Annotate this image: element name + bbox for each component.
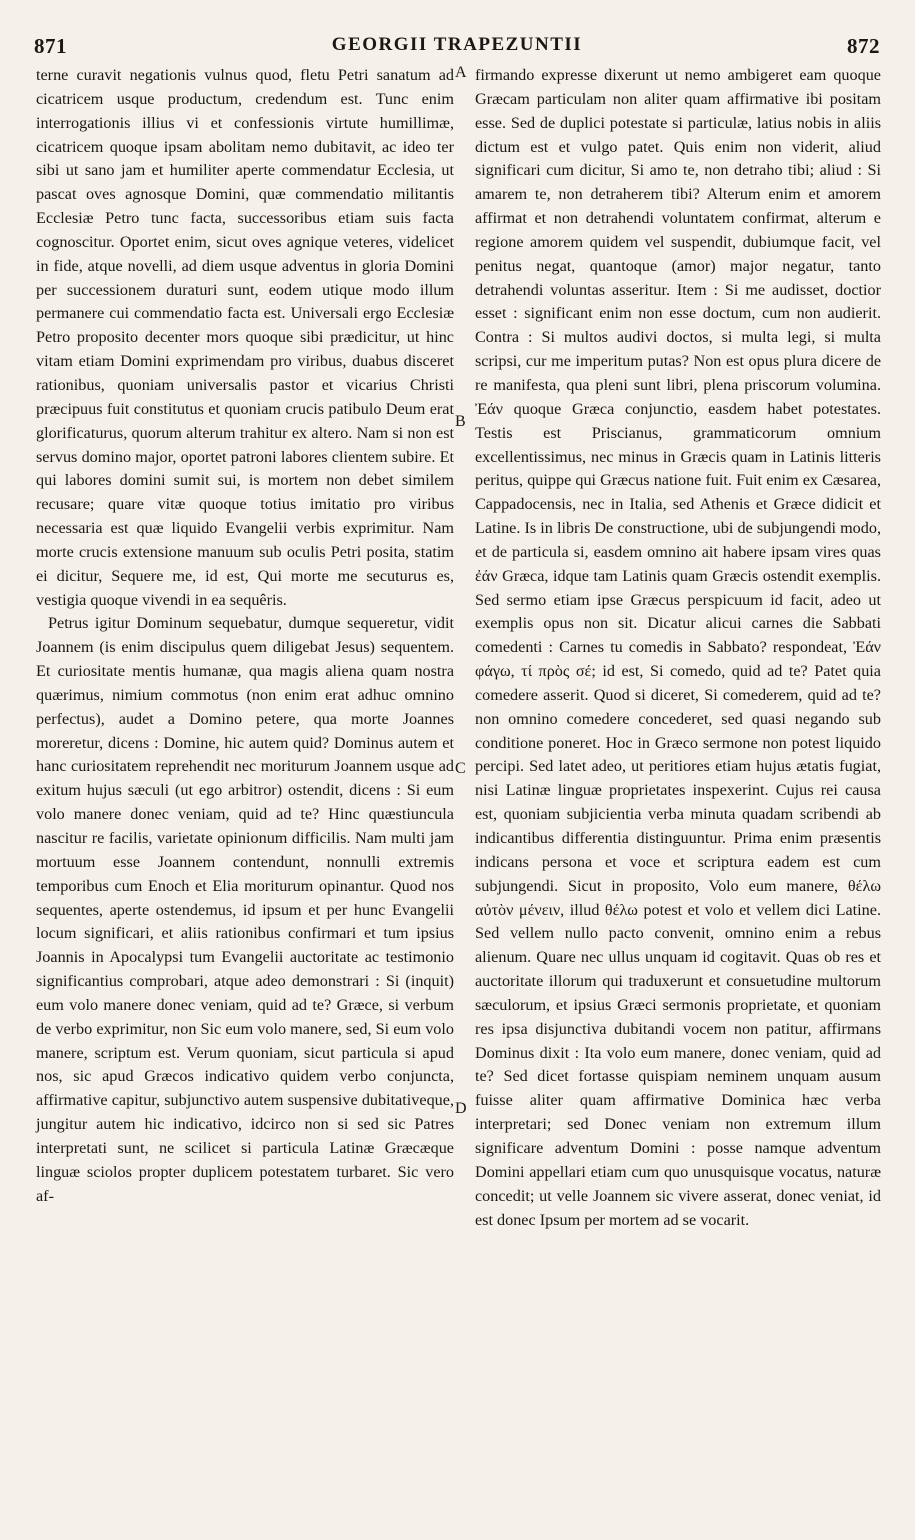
left-paragraph-2: Petrus igitur Dominum sequebatur, dumque sequeretur, vidit Joannem (is enim discipulus quem diligebat Jesus) sequentem. Et curiositate mentis humanæ, qua magis aliena quam nostra quærimus, nimium commotus (non enim erat adhuc omnino perfectus), audet a Domino petere, qua morte Joannes moreretur, dicens : Domine, hic autem quid? Dominus autem et hanc curiositatem reprehendit nec moriturum Joannem usque ad exitum hujus sæculi (ut ego arbitror) ostendit, dicens : Si eum volo manere donec veniam, quid ad te? Hinc quæstiuncula nascitur re facilis, varietate opinionum difficilis. Nam multi jam mortuum esse Joannem contendunt, nonnulli extremis temporibus cum Enoch et Elia moriturum opinantur. Quod nos sequentes, aperte ostendemus, id ipsum et per hunc Evangelii locum significari, et aliis rationibus confirmari et tum ipsius Joannis in Apocalypsi tum Evangelii auctoritate ac testimonio significantius comprobari, atque adeo demonstrari : Si (inquit) eum volo manere donec veniam, quid ad te? Græce, si verbum de verbo exprimitur, non Sic eum volo manere, sed, Si eum volo manere, scriptum est. Verum quoniam, sicut particula si apud nos, sic apud Græcos indicativo quidem verbo conjuncta, affirmative capitur, subjunctivo autem suspensive dubitativeque, jungitur autem hic indicativo, idcirco non si sed sic Patres interpretati sunt, ne scilicet si particula Latinæ Græcæque linguæ sciolos propter duplicem potestatem turbaret. Sic vero af- <box>36 614 454 1205</box>
right-page-number: 872 <box>847 34 880 58</box>
margin-marker-b: B <box>455 413 466 430</box>
margin-marker-c: C <box>455 760 466 777</box>
left-paragraph-1: terne curavit negationis vulnus quod, fletu Petri sanatum ad cicatricem usque productum, credendum est. Tunc enim interrogationis illius vi et confessionis virtute humillimæ, cicatricem quoque ipsam abolitam nemo dubitavit, ac ideo ter sibi ut sano jam et humiliter aperte commendatur Ecclesia, ut pascat oves agnosque Domini, quæ commendatio militantis Ecclesiæ Petro tunc facta, successoribus etiam suis facta cognoscitur. Oportet enim, sicut oves agnique veteres, videlicet in fide, atque novelli, ad diem usque adventus in gloria Domini per successionem duraturi sunt, eodem utique modo illum permanere cui commendatio facta est. Universali ergo Ecclesiæ Petro proposito decenter mors quoque sibi prædicitur, ut hinc vitam etiam Domini exprimendam pro viribus, duabus disceret rationibus, quoniam universalis pastor et vicarius Christi præcipuus fuit constitutus et quoniam crucis patibulo Deum erat glorificaturus, quorum alterum trahitur ex altero. Nam si non est servus domino major, oportet patroni labores clientem subire. Et qui labores domini sumit sui, is mortem non debet similem recusare; quare vitæ quoque totius imitatio pro viribus necessaria est quæ liquido Evangelii verbis exprimitur. Nam morte crucis extensione manuum sub oculis Petri posita, statim ei dicitur, Sequere me, id est, Qui morte me secuturus es, vestigia quoque vivendi in ea sequêris. <box>36 66 454 609</box>
left-column <box>36 64 454 1209</box>
running-title: GEORGII TRAPEZUNTII <box>331 34 583 55</box>
right-paragraph-1: firmando expresse dixerunt ut nemo ambigeret eam quoque Græcam particulam non aliter quam affirmative ibi positam esse. Sed de duplici potestate si particulæ, latius nobis in aliis dictum est et vulgo patet. Quis enim non viderit, aliud significari cum dicitur, Si amo te, non detraho tibi; aliud : Si amarem te, non detraherem tibi? Alterum enim et amorem affirmat et non detrahendi voluntatem confirmat, alterum e regione amorem quidem vel suspendit, dubiumque facit, vel penitus negat, quantoque (amor) major negatur, tanto detrahendi voluntas asseritur. Item : Si me audisset, doctior esset : significant enim non esse doctum, cum non audierit. Contra : Si multos audivi doctos, si multa legi, si multa scripsi, cur me imperitum putas? Non est opus plura dicere de re manifesta, qua pleni sunt libri, plena priscorum volumina. Ἐάν quoque Græca conjunctio, easdem habet potestates. Testis est Priscianus, grammaticorum omnium excellentissimus, nec minus in Græcis quam in Latinis litteris peritus, quippe qui Græcus natione fuit. Fuit enim ex Cæsarea, Cappadocensis, nec in Italia, sed Athenis et Græce didicit et Latine. Is in libris De constructione, ubi de subjungendi modo, et de particula si, easdem omnino ait habere ipsam vires quas ἐάν Græca, idque tam Latinis quam Græcis ostendit exemplis. Sed sermo etiam ipse Græcus perspicuum id facit, adeo ut exemplis opus non sit. Dicatur alicui carnes die Sabbati comedenti : Carnes tu comedis in Sabbato? respondeat, Ἐάν φάγω, τί πρὸς σέ; id est, Si comedo, quid ad te? Patet quia comedere asserit. Quod si diceret, Si comederem, quid ad te? non omnino comedere concederet, sed quasi negando sub conditione poneret. Hoc in Græco sermone non potest liquido percipi. Sed latet adeo, ut peritiores etiam hujus ætatis fugiat, nisi Latinæ linguæ proprietates inspexerint. Cujus rei causa est, quoniam subjicientia verba minuta quadam scribendi ab indicantibus differentia distinguuntur. Prima enim præsentis indicans persona et voce et scriptura eadem est cum subjungendi. Sicut in proposito, Volo eum manere, θέλω αὐτὸν μένειν, illud θέλω potest et volo et vellem dici Latine. Sed vellem nullo pacto convenit, omnino enim a rebus alienum. Quare nec ullus unquam id cogitavit. Quas ob res et auctoritate illorum qui traduxerunt et consuetudine multorum sæculorum, et ipsius Græci sermonis proprietate, et quoniam res ipsa disjunctiva dubitandi vocem non patitur, affirmans Dominus dixit : Ita volo eum manere, donec veniam, quid ad te? Sed dicet fortasse quispiam neminem unquam ausum fuisse aliter quam affirmative Dominica hæc verba interpretari; sed Donec veniam non extremum illum significare adventum Domini : posse namque adventum Domini appellari etiam cum quo unusquisque vocatus, naturæ concedit; ut velle Joannem sic vivere asserat, donec veniat, id est donec Ipsum per mortem ad se vocarit. <box>475 66 881 1229</box>
left-page-number: 871 <box>34 34 67 58</box>
page-header <box>34 34 880 60</box>
margin-marker-a: A <box>455 64 467 81</box>
right-column <box>475 64 881 1232</box>
margin-marker-d: D <box>455 1100 467 1117</box>
